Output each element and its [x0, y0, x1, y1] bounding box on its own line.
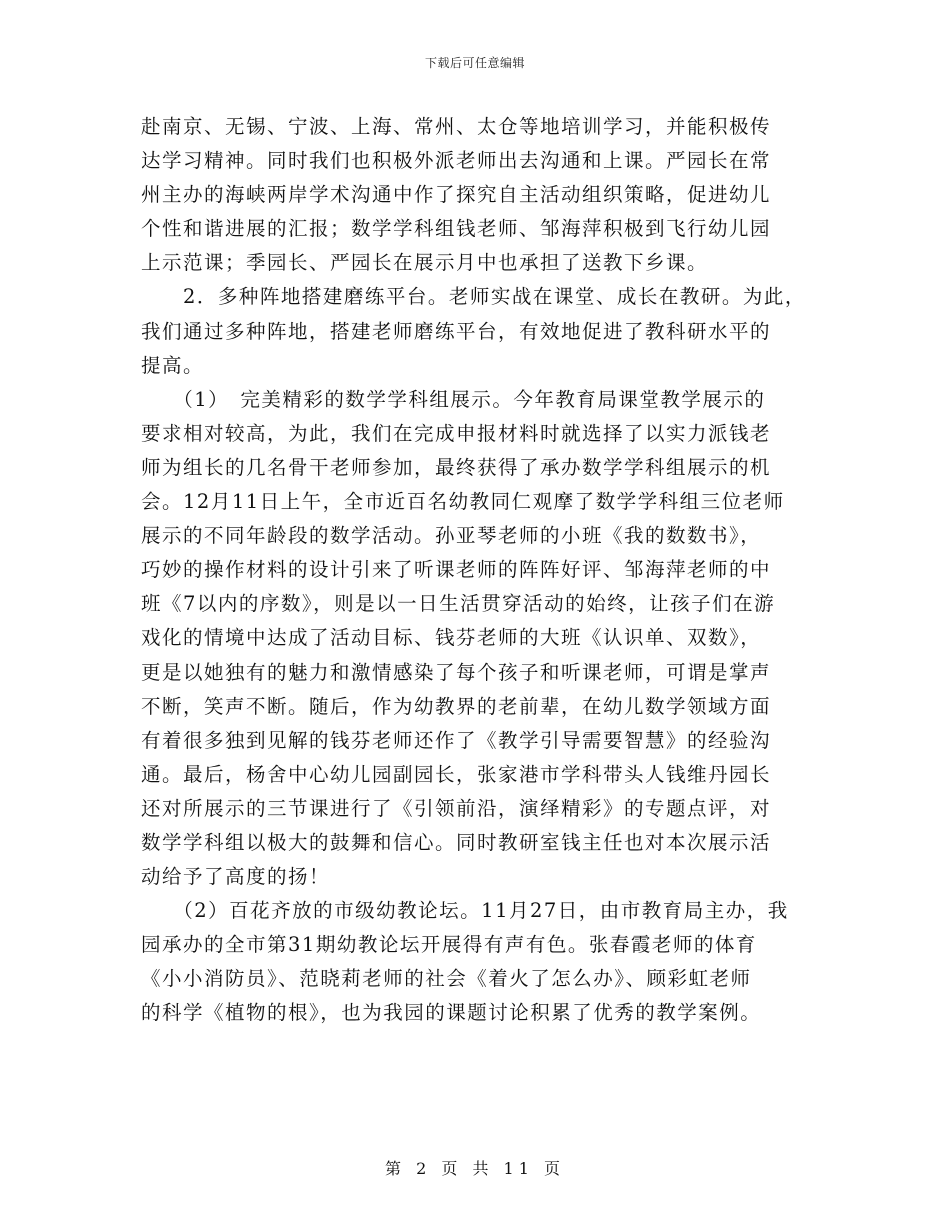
- text-line: 还对所展示的三节课进行了《引领前沿，演绎精彩》的专题点评，对: [141, 796, 772, 820]
- text-line: 要求相对较高，为此，我们在完成申报材料时就选择了以实力派钱老: [141, 421, 772, 445]
- text-line: 赴南京、无锡、宁波、上海、常州、太仓等地培训学习，并能积极传: [141, 115, 772, 138]
- text-line: 数学学科组以极大的鼓舞和信心。同时教研室钱主任也对本次展示活: [141, 830, 772, 854]
- text-line: 动给予了高度的扬！: [141, 865, 331, 889]
- text-line: 个性和谐进展的汇报；数学学科组钱老师、邹海萍积极到飞行幼儿园: [141, 217, 772, 241]
- text-line: 师为组长的几名骨干老师参加，最终获得了承办数学学科组展示的机: [141, 455, 772, 479]
- text-line: 提高。: [141, 353, 205, 377]
- text-line: 更是以她独有的魅力和激情感染了每个孩子和听课老师，可谓是掌声: [141, 660, 772, 684]
- page-number-footer: 第 2 页 共 11 页: [385, 1159, 565, 1178]
- text-line: （2）百花齐放的市级幼教论坛。11月27日，由市教育局主办，我: [141, 899, 789, 923]
- text-line: 巧妙的操作材料的设计引来了听课老师的阵阵好评、邹海萍老师的中: [141, 558, 772, 582]
- body-text: [141, 110, 821, 1031]
- page-header: 下载后可任意编辑: [424, 56, 525, 70]
- text-line: 通。最后，杨舍中心幼儿园副园长，张家港市学科带头人钱维丹园长: [141, 762, 772, 786]
- text-line: 有着很多独到见解的钱芬老师还作了《教学引导需要智慧》的经验沟: [141, 728, 772, 752]
- text-line: 班《7以内的序数》，则是以一日生活贯穿活动的始终，让孩子们在游: [141, 592, 776, 616]
- text-line: 园承办的全市第31期幼教论坛开展得有声有色。张春霞老师的体育: [141, 933, 757, 957]
- text-line: 不断，笑声不断。随后，作为幼教界的老前辈，在幼儿数学领域方面: [141, 694, 772, 718]
- text-line: 会。12月11日上午，全市近百名幼教同仁观摩了数学学科组三位老师: [141, 490, 785, 514]
- text-line: 州主办的海峡两岸学术沟通中作了探究自主活动组织策略，促进幼儿: [141, 183, 772, 207]
- text-line: 的科学《植物的根》，也为我园的课题讨论积累了优秀的教学案例。: [141, 1001, 762, 1025]
- text-line: 达学习精神。同时我们也积极外派老师出去沟通和上课。严园长在常: [141, 149, 772, 173]
- text-line: 戏化的情境中达成了活动目标、钱芬老师的大班《认识单、双数》，: [141, 626, 762, 650]
- text-line: 《小小消防员》、范晓莉老师的社会《着火了怎么办》、顾彩虹老师: [141, 967, 752, 991]
- text-line: 上示范课；季园长、严园长在展示月中也承担了送教下乡课。: [141, 251, 709, 275]
- text-line: 我们通过多种阵地，搭建老师磨练平台，有效地促进了教科研水平的: [141, 319, 772, 343]
- text-line: （1） 完美精彩的数学学科组展示。今年教育局课堂教学展示的: [141, 387, 766, 411]
- text-line: 展示的不同年龄段的数学活动。孙亚琴老师的小班《我的数数书》，: [141, 524, 762, 548]
- text-line: 2．多种阵地搭建磨练平台。老师实战在课堂、成长在教研。为此，: [141, 285, 806, 309]
